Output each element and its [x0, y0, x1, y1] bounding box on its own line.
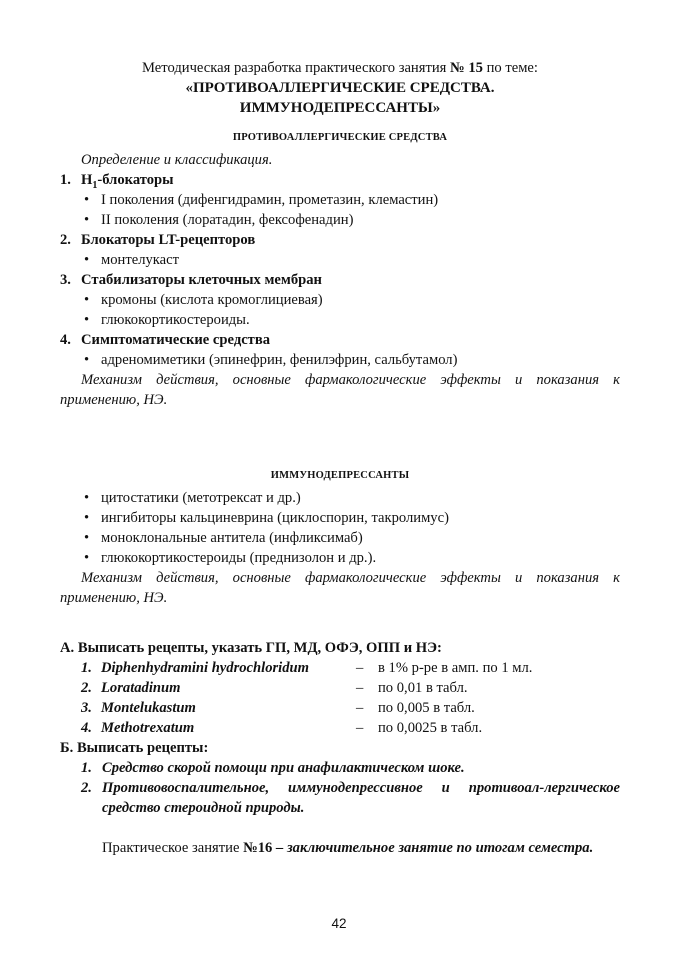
section-antiallergic-intro: Определение и классификация.	[81, 152, 273, 168]
task-b-item: 1. Средство скорой помощи при анафилактическом шоке.	[81, 760, 465, 776]
prescription-row: 4. Methotrexatum – по 0,0025 в табл.	[81, 720, 483, 736]
group-heading: 3. Стабилизаторы клеточных мембран	[60, 272, 322, 288]
group-2	[60, 230, 620, 270]
lesson-number: № 15	[450, 60, 483, 76]
header-line	[60, 58, 620, 78]
group-4	[60, 330, 620, 370]
topic-title-line1: «ПРОТИВОАЛЛЕРГИЧЕСКИЕ СРЕДСТВА.	[185, 80, 495, 96]
group-3	[60, 270, 620, 330]
list-item: • цитостатики (метотрексат и др.)	[82, 488, 620, 508]
group-heading: 1. $H_1$-блокаторы	[60, 172, 174, 191]
section-immunosuppressants-title: ИММУНОДЕПРЕССАНТЫ	[270, 470, 410, 481]
list-item: • моноклональные антитела (инфликсимаб)	[82, 528, 620, 548]
list-item: • I поколения (дифенгидрамин, прометазин, клемастин)	[82, 190, 620, 210]
list-item: • глюкокортикостероиды (преднизолон и др.).	[82, 548, 620, 568]
page-number: 42	[331, 916, 347, 931]
group-2-list	[60, 250, 620, 270]
group-4-list	[60, 350, 620, 370]
group-1	[60, 170, 620, 230]
prescription-row: 2. Loratadinum – по 0,01 в табл.	[81, 680, 468, 696]
task-b-title: Б. Выписать рецепты:	[60, 740, 209, 756]
group-3-list	[60, 290, 620, 330]
header-prefix: Методическая разработка практического занятия	[142, 60, 451, 76]
task-b-item: 2. Противовоспалительное, иммунодепрессивное и противоал-лергическое средство стероидной природы.	[81, 780, 620, 816]
header-suffix: по теме:	[482, 60, 538, 76]
final-note: Практическое занятие №16 – заключительное занятие по итогам семестра.	[102, 840, 594, 856]
list-item: • глюкокортикостероиды.	[82, 310, 620, 330]
section-antiallergic-mechanism: Механизм действия, основные фармакологические эффекты и показания к применению, НЭ.	[60, 372, 620, 408]
prescription-list	[60, 658, 620, 738]
list-item: • монтелукаст	[82, 250, 620, 270]
group-heading: 2. Блокаторы LT-рецепторов	[60, 232, 256, 248]
task-a-title: А. Выписать рецепты, указать ГП, МД, ОФЭ, ОПП и НЭ:	[60, 640, 442, 656]
group-heading: 4. Симптоматические средства	[60, 332, 271, 348]
list-item: • кромоны (кислота кромоглициевая)	[82, 290, 620, 310]
immunosuppressants-list	[60, 488, 620, 568]
list-item: • II поколения (лоратадин, фексофенадин)	[82, 210, 620, 230]
group-1-list	[60, 190, 620, 230]
prescription-row: 3. Montelukastum – по 0,005 в табл.	[81, 700, 475, 716]
topic-title-line2: ИММУНОДЕПРЕССАНТЫ»	[239, 100, 441, 116]
section-immunosuppressants-mechanism: Механизм действия, основные фармакологические эффекты и показания к применению, НЭ.	[60, 570, 620, 606]
document-page	[60, 58, 620, 858]
list-item: • ингибиторы кальциневрина (циклоспорин, такролимус)	[82, 508, 620, 528]
list-item: • адреномиметики (эпинефрин, фенилэфрин, сальбутамол)	[82, 350, 620, 370]
section-antiallergic-title: ПРОТИВОАЛЛЕРГИЧЕСКИЕ СРЕДСТВА	[232, 132, 448, 143]
prescription-row: 1. Diphenhydramini hydrochloridum – в 1% р-ре в амп. по 1 мл.	[81, 660, 533, 676]
